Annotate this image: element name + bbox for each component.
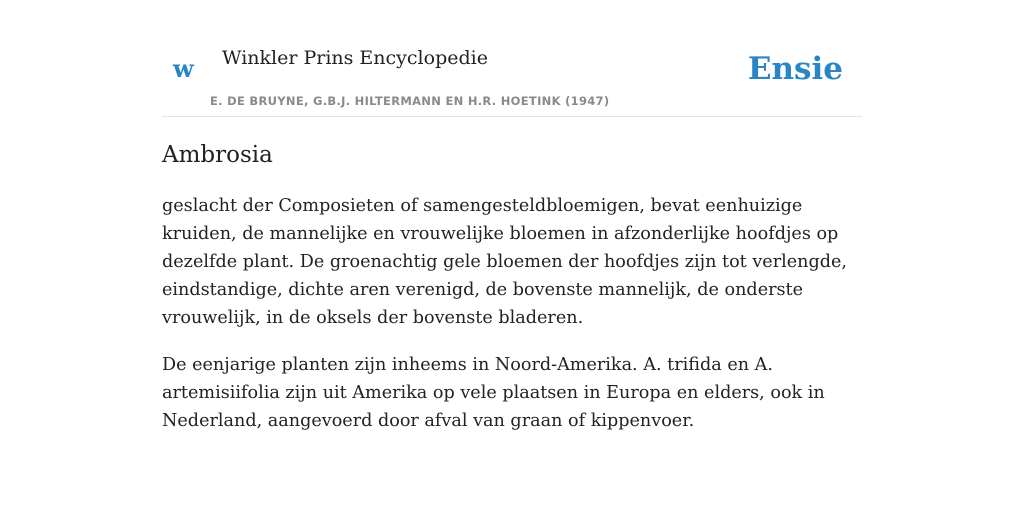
entry-paragraph: De eenjarige planten zijn inheems in Noord-Amerika. A. trifida en A. artemisiifolia zijn uit Amerika op vele plaatsen in Europa en elders, ook in Nederland, aangevoerd door afval van graan of kippenvoer. (162, 355, 825, 431)
entry-title: Ambrosia (162, 142, 273, 168)
entry-paragraph: geslacht der Composieten of samengesteldbloemigen, bevat eenhuizige kruiden, de mannelijke en vrouwelijke bloemen in afzonderlijke hoofdjes op dezelfde plant. De groenachtig gele bloemen der hoofdjes zijn tot verlengde, eindstandige, dichte aren verenigd, de bovenste mannelijk, de onderste vrouwelijk, in de oksels der bovenste bladeren. (162, 196, 848, 328)
source-title[interactable]: Winkler Prins Encyclopedie (222, 47, 488, 69)
source-authors: E. DE BRUYNE, G.B.J. HILTERMANN EN H.R. HOETINK (1947) (210, 94, 610, 108)
entry-body (162, 192, 862, 454)
page (162, 0, 862, 431)
source-header (162, 0, 862, 117)
source-logo: w (173, 54, 194, 83)
brand-logo-link[interactable]: Ensie (747, 51, 843, 87)
